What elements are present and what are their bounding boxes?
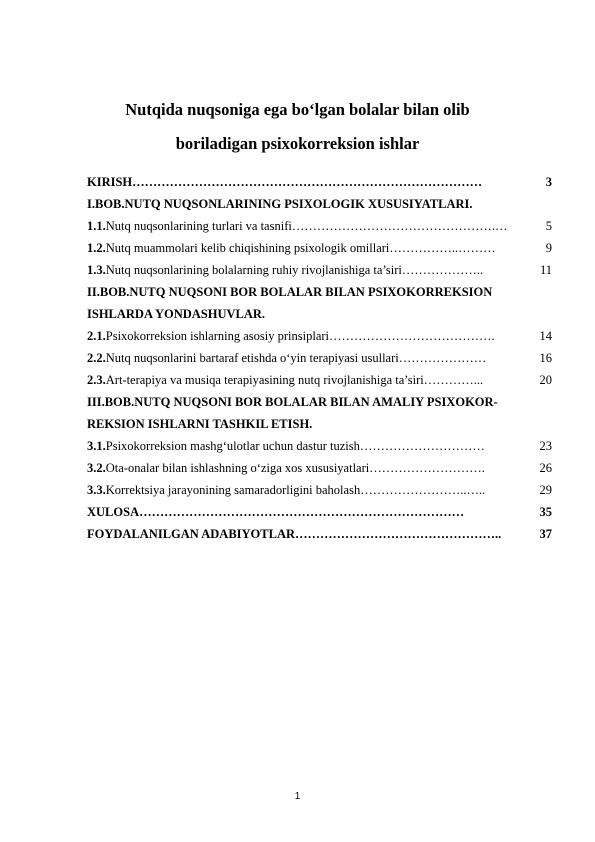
- toc-entry-title: FOYDALANILGAN ADABIYOTLAR: [87, 527, 296, 541]
- toc-leader-dots: …………………………………………………………………………: [132, 175, 483, 189]
- toc-entry-page-number: 29: [539, 483, 552, 497]
- toc-entry-number: 2.3.: [87, 373, 106, 387]
- toc-entry-page-number: 3: [545, 175, 552, 189]
- toc-entry-number: 1.3.: [87, 263, 106, 277]
- toc-leader-dots: ………………………………….: [329, 329, 495, 343]
- toc-entry-page-number: 16: [539, 351, 552, 365]
- toc-leader-dots: ……………………….: [369, 461, 485, 475]
- toc-entry-page-number: 37: [539, 527, 552, 541]
- toc-entry-page-number: 35: [539, 505, 552, 519]
- toc-leader-dots: ………………………………………….…: [291, 219, 508, 233]
- toc-entry: [87, 523, 552, 545]
- page-number: 1: [294, 791, 301, 802]
- toc-chapter-heading: REKSION ISHLARNI TASHKIL ETISH.: [87, 417, 313, 431]
- toc-entry-title: Psixokorreksion ishlarning asosiy prinsiplari: [105, 329, 329, 343]
- table-of-contents: [87, 171, 552, 545]
- toc-entry-title: Nutq nuqsonlarini bartaraf etishda o‘yin terapiyasi usullari: [105, 351, 399, 365]
- toc-entry-title: KIRISH: [87, 175, 133, 189]
- toc-entry-title: Psixokorreksion mashg‘ulotlar uchun dastur tuzish: [105, 439, 360, 453]
- toc-chapter-heading: ISHLARDA YONDASHUVLAR.: [87, 307, 266, 321]
- toc-entry-title: Korrektsiya jarayonining samaradorligini baholash: [105, 483, 361, 497]
- toc-entry-title: Ota-onalar bilan ishlashning o‘ziga xos xususiyatlari: [105, 461, 370, 475]
- toc-entry-number: 1.1.: [87, 219, 106, 233]
- toc-entry-page-number: 11: [539, 263, 552, 277]
- toc-entry: [87, 501, 552, 523]
- toc-entry: [87, 259, 552, 281]
- toc-leader-dots: …………………………………………..: [295, 527, 502, 541]
- toc-entry-number: 1.2.: [87, 241, 106, 255]
- toc-entry: [87, 479, 552, 501]
- toc-entry-page-number: 9: [545, 241, 552, 255]
- toc-leader-dots: ……………………..…..: [360, 483, 486, 497]
- toc-entry-number: 2.2.: [87, 351, 106, 365]
- toc-leader-dots: ……………..………: [389, 241, 496, 255]
- toc-entry-title: Nutq nuqsonlarining bolalarning ruhiy rivojlanishiga ta’siri: [105, 263, 402, 277]
- toc-entry-title: Art-terapiya va musiqa terapiyasining nutq rivojlanishiga ta’siri: [105, 373, 424, 387]
- toc-entry-title: Nutq muammolari kelib chiqishining psixologik omillari: [105, 241, 390, 255]
- toc-entry: [87, 347, 552, 369]
- toc-leader-dots: …………...: [423, 373, 484, 387]
- toc-entry: [87, 369, 552, 391]
- toc-entry-page-number: 20: [539, 373, 552, 387]
- document-title-line-1: Nutqida nuqsoniga ega bo‘lgan bolalar bilan olib: [125, 100, 470, 119]
- toc-entry-page-number: 14: [539, 329, 552, 343]
- toc-chapter-heading: III.BOB.NUTQ NUQSONI BOR BOLALAR BILAN AMALIY PSIXOKOR-: [87, 395, 498, 409]
- document-title-line-2: boriladigan psixokorreksion ishlar: [175, 134, 420, 153]
- toc-entry-page-number: 5: [545, 219, 552, 233]
- toc-chapter-heading: I.BOB.NUTQ NUQSONLARINING PSIXOLOGIK XUSUSIYATLARI.: [87, 197, 473, 211]
- toc-chapter-heading: II.BOB.NUTQ NUQSONI BOR BOLALAR BILAN PSIXOKORREKSION: [87, 285, 493, 299]
- toc-leader-dots: ……………………………………………………………………: [139, 505, 465, 519]
- toc-leader-dots: ………………..: [401, 263, 484, 277]
- toc-entry-page-number: 26: [539, 461, 552, 475]
- toc-entry-title: Nutq nuqsonlarining turlari va tasnifi: [105, 219, 292, 233]
- toc-entry-number: 2.1.: [87, 329, 106, 343]
- toc-leader-dots: …………………………: [359, 439, 485, 453]
- toc-leader-dots: …………………: [398, 351, 487, 365]
- toc-entry: [87, 237, 552, 259]
- toc-entry: [87, 215, 552, 237]
- toc-entry-title: XULOSA: [87, 505, 140, 519]
- toc-entry: [87, 325, 552, 347]
- toc-entry-number: 3.1.: [87, 439, 106, 453]
- toc-entry: [87, 171, 552, 193]
- toc-entry-number: 3.3.: [87, 483, 106, 497]
- toc-entry-number: 3.2.: [87, 461, 106, 475]
- toc-entry: [87, 435, 552, 457]
- toc-entry: [87, 457, 552, 479]
- toc-entry-page-number: 23: [539, 439, 552, 453]
